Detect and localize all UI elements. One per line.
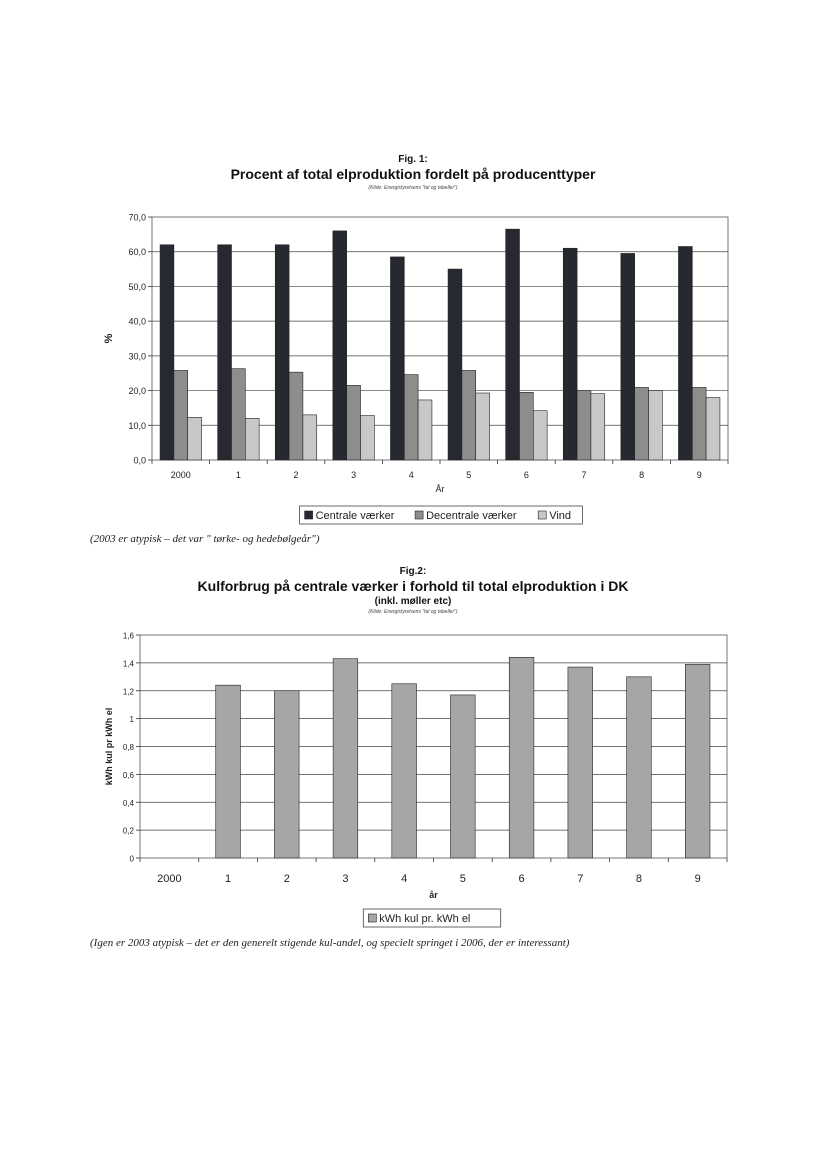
legend-swatch — [368, 914, 376, 922]
figure2-label: Fig.2: — [399, 566, 427, 577]
x-tick-label: 8 — [635, 873, 643, 885]
legend — [363, 909, 500, 927]
x-tick-label: 5 — [459, 873, 466, 885]
bar — [476, 393, 490, 460]
legend-label: Decentrale værker — [426, 510, 517, 522]
bar — [188, 417, 202, 460]
y-tick-label: 70,0 — [128, 212, 146, 223]
bar — [160, 245, 174, 460]
figure1-note: (2003 er atypisk – det var " tørke- og hedebølgeår") — [90, 533, 320, 545]
bar — [333, 231, 347, 460]
x-tick-label: 2 — [283, 873, 290, 885]
y-tick-label: 50,0 — [128, 281, 146, 292]
x-tick-label: 6 — [518, 873, 525, 885]
figure2-subtitle: (inkl. møller etc) — [374, 596, 452, 607]
x-tick-label: 2 — [293, 470, 299, 480]
bar — [418, 400, 432, 460]
x-tick-label: 5 — [466, 470, 472, 480]
y-tick-label: 0 — [129, 854, 134, 864]
figure2-source: (Kilde: Energistyrelsens "tal og tabeller") — [368, 609, 458, 615]
x-tick-label: 2000 — [157, 873, 182, 885]
bar — [533, 411, 547, 460]
y-tick-label: 20,0 — [128, 386, 146, 397]
bar — [506, 229, 520, 460]
bar — [392, 684, 417, 858]
bar — [692, 387, 706, 460]
figure2-note: (Igen er 2003 atypisk – det er den generelt stigende kul-andel, og specielt springet i 2006, der er interessant) — [90, 937, 570, 949]
x-tick-label: 4 — [401, 873, 408, 885]
bar — [390, 257, 404, 460]
x-tick-label: 9 — [694, 873, 701, 885]
legend-swatch — [415, 511, 423, 519]
figure1-title: Procent af total elproduktion fordelt på producenttyper — [230, 166, 596, 182]
x-tick-label: 9 — [696, 470, 702, 480]
bar — [685, 664, 710, 858]
bar — [245, 418, 259, 460]
legend-swatch — [538, 511, 546, 519]
x-tick-label: 3 — [351, 470, 357, 480]
x-tick-label: 1 — [235, 470, 241, 480]
x-tick-label: 7 — [581, 470, 587, 480]
bar — [289, 372, 303, 460]
bar — [635, 387, 649, 460]
x-axis-title: år — [429, 890, 438, 900]
x-tick-label: 6 — [523, 470, 529, 480]
y-tick-label: 0,4 — [122, 798, 134, 808]
bar — [218, 245, 232, 460]
bar — [451, 695, 476, 858]
bar — [591, 394, 605, 460]
y-tick-label: 0,8 — [122, 743, 134, 752]
bar — [568, 667, 593, 858]
bar — [649, 391, 663, 460]
bar — [462, 370, 476, 460]
figure1-chart — [0, 200, 826, 530]
legend-swatch — [305, 511, 313, 519]
y-tick-label: 40,0 — [128, 316, 146, 327]
legend-label: kWh kul pr. kWh el — [379, 913, 471, 925]
bar — [678, 247, 692, 460]
bar — [333, 659, 358, 858]
legend-label: Vind — [549, 510, 572, 522]
bar — [577, 391, 591, 460]
bar — [563, 248, 577, 460]
x-tick-label: 8 — [639, 470, 645, 480]
bar — [174, 370, 188, 460]
x-tick-label: 4 — [408, 470, 414, 480]
x-axis-title: År — [435, 484, 445, 494]
y-tick-label: 0,2 — [122, 826, 134, 836]
bar — [216, 685, 241, 858]
y-axis-title: % — [103, 333, 115, 344]
x-tick-label: 7 — [577, 873, 584, 885]
figure1-label: Fig. 1: — [398, 154, 428, 165]
x-tick-label: 2000 — [170, 470, 191, 480]
y-axis-title: kWh kul pr kWh el — [104, 707, 114, 786]
bar — [627, 677, 652, 858]
bar — [404, 375, 418, 460]
bar — [231, 369, 245, 460]
y-tick-label: 0,6 — [122, 770, 134, 780]
bar — [706, 398, 720, 460]
bar — [621, 253, 635, 460]
bar — [448, 269, 462, 460]
y-tick-label: 10,0 — [128, 420, 146, 431]
y-tick-label: 1,2 — [122, 687, 134, 697]
bar — [509, 657, 534, 858]
y-tick-label: 60,0 — [128, 247, 146, 258]
y-tick-label: 1,4 — [122, 659, 134, 669]
bar — [303, 415, 317, 460]
legend-label: Centrale værker — [315, 510, 395, 522]
x-tick-label: 1 — [224, 873, 232, 885]
y-tick-label: 1 — [129, 715, 134, 725]
y-tick-label: 1,6 — [122, 631, 134, 641]
y-tick-label: 30,0 — [128, 351, 146, 362]
bar — [519, 392, 533, 460]
bar — [347, 385, 361, 460]
y-tick-label: 0,0 — [133, 455, 146, 466]
x-tick-label: 3 — [342, 873, 349, 885]
figure1-source: (Kilde: Energistyrelsens "tal og tabeller") — [368, 185, 458, 191]
bar — [361, 416, 375, 460]
bar — [274, 691, 299, 858]
figure2-chart — [0, 620, 826, 935]
bar — [275, 245, 289, 460]
figure2-title: Kulforbrug på centrale værker i forhold til total elproduktion i DK — [197, 578, 629, 594]
legend — [300, 506, 583, 524]
